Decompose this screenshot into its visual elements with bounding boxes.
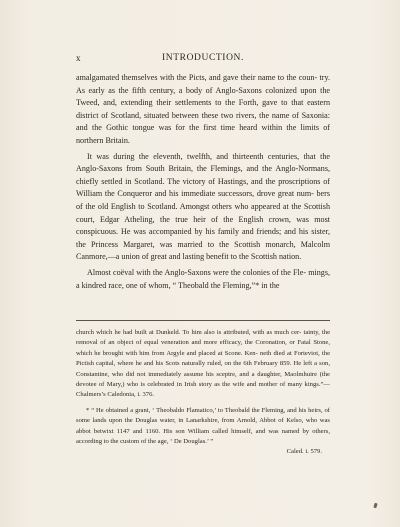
footnotes [76, 328, 330, 458]
paragraph-3: Almost coëval with the Anglo-Saxons were the colonies of the Fle- mings, a kindred race, one of whom, “ Theobald the Fleming,”* in the [76, 267, 330, 290]
footnote-divider [76, 320, 330, 321]
paragraph-1: amalgamated themselves with the Picts, and gave their name to the coun- try. As early as the fifth century, a body of Anglo-Saxons colonized upon the Tweed, and, extending their settlements to the Forth, gave to that eastern district of Scotland, situated between these two rivers, the name of Saxonia: and the Gothic tongue was for the first time heard within the limits of northern Britain. [76, 73, 330, 145]
footnote-asterisk: * “ He obtained a grant, ‘ Theobaldo Flamatico,’ to Theobald the Fleming, and his heirs, of some lands upon the Douglas water, in Lanarkshire, from Arnold, Abbot of Kelso, who was abbot betwixt 1147 and 1160. His son William called himself, and was named by others, according to the custom of the age, ‘ De Douglas.’ ” [76, 406, 330, 446]
footnote-continued: church which he had built at Dunkeld. To him also is attributed, with as much cer- tainty, the removal of an object of equal veneration and more efficacy, the Coronation, or Fatal Stone, which he brought with him from Argyle and placed at Scone. Ken- neth died at Forteviot, the Pictish capital, where he and his Scots naturally ruled, on the 6th February 859. He left a son, Constantine, who did not immediately assume his sceptre, and a daughter, Maolmhuire (the devotee of Mary,) who is celebrated in Irish story as the wife and mother of many kings.”—Chalmers’s Caledonia, i. 376. [76, 329, 330, 399]
running-head: INTRODUCTION. [162, 53, 244, 63]
page-header [76, 52, 330, 66]
paragraph-2: It was during the eleventh, twelfth, and thirteenth centuries, that the Anglo-Saxons from South Britain, the Flemings, and the Anglo-Normans, chiefly settled in Scotland. The victory of Hastings, and the proscriptions of William the Conqueror and his immediate successors, drove great num- bers of the old English to Scotland. Amongst others who appeared at the Scottish court, Edgar Atheling, the true heir of the English crown, was most conspicuous. He was accompanied by his family and friends; and his sister, the Princess Margaret, was married to the Scottish monarch, Malcolm Canmore,—a union of great and lasting benefit to the Scottish nation. [76, 151, 330, 262]
main-text [76, 72, 330, 292]
page-blemish [373, 503, 377, 509]
page-number: x [76, 53, 81, 63]
footnote-citation: Caled. i. 579. [286, 448, 322, 456]
